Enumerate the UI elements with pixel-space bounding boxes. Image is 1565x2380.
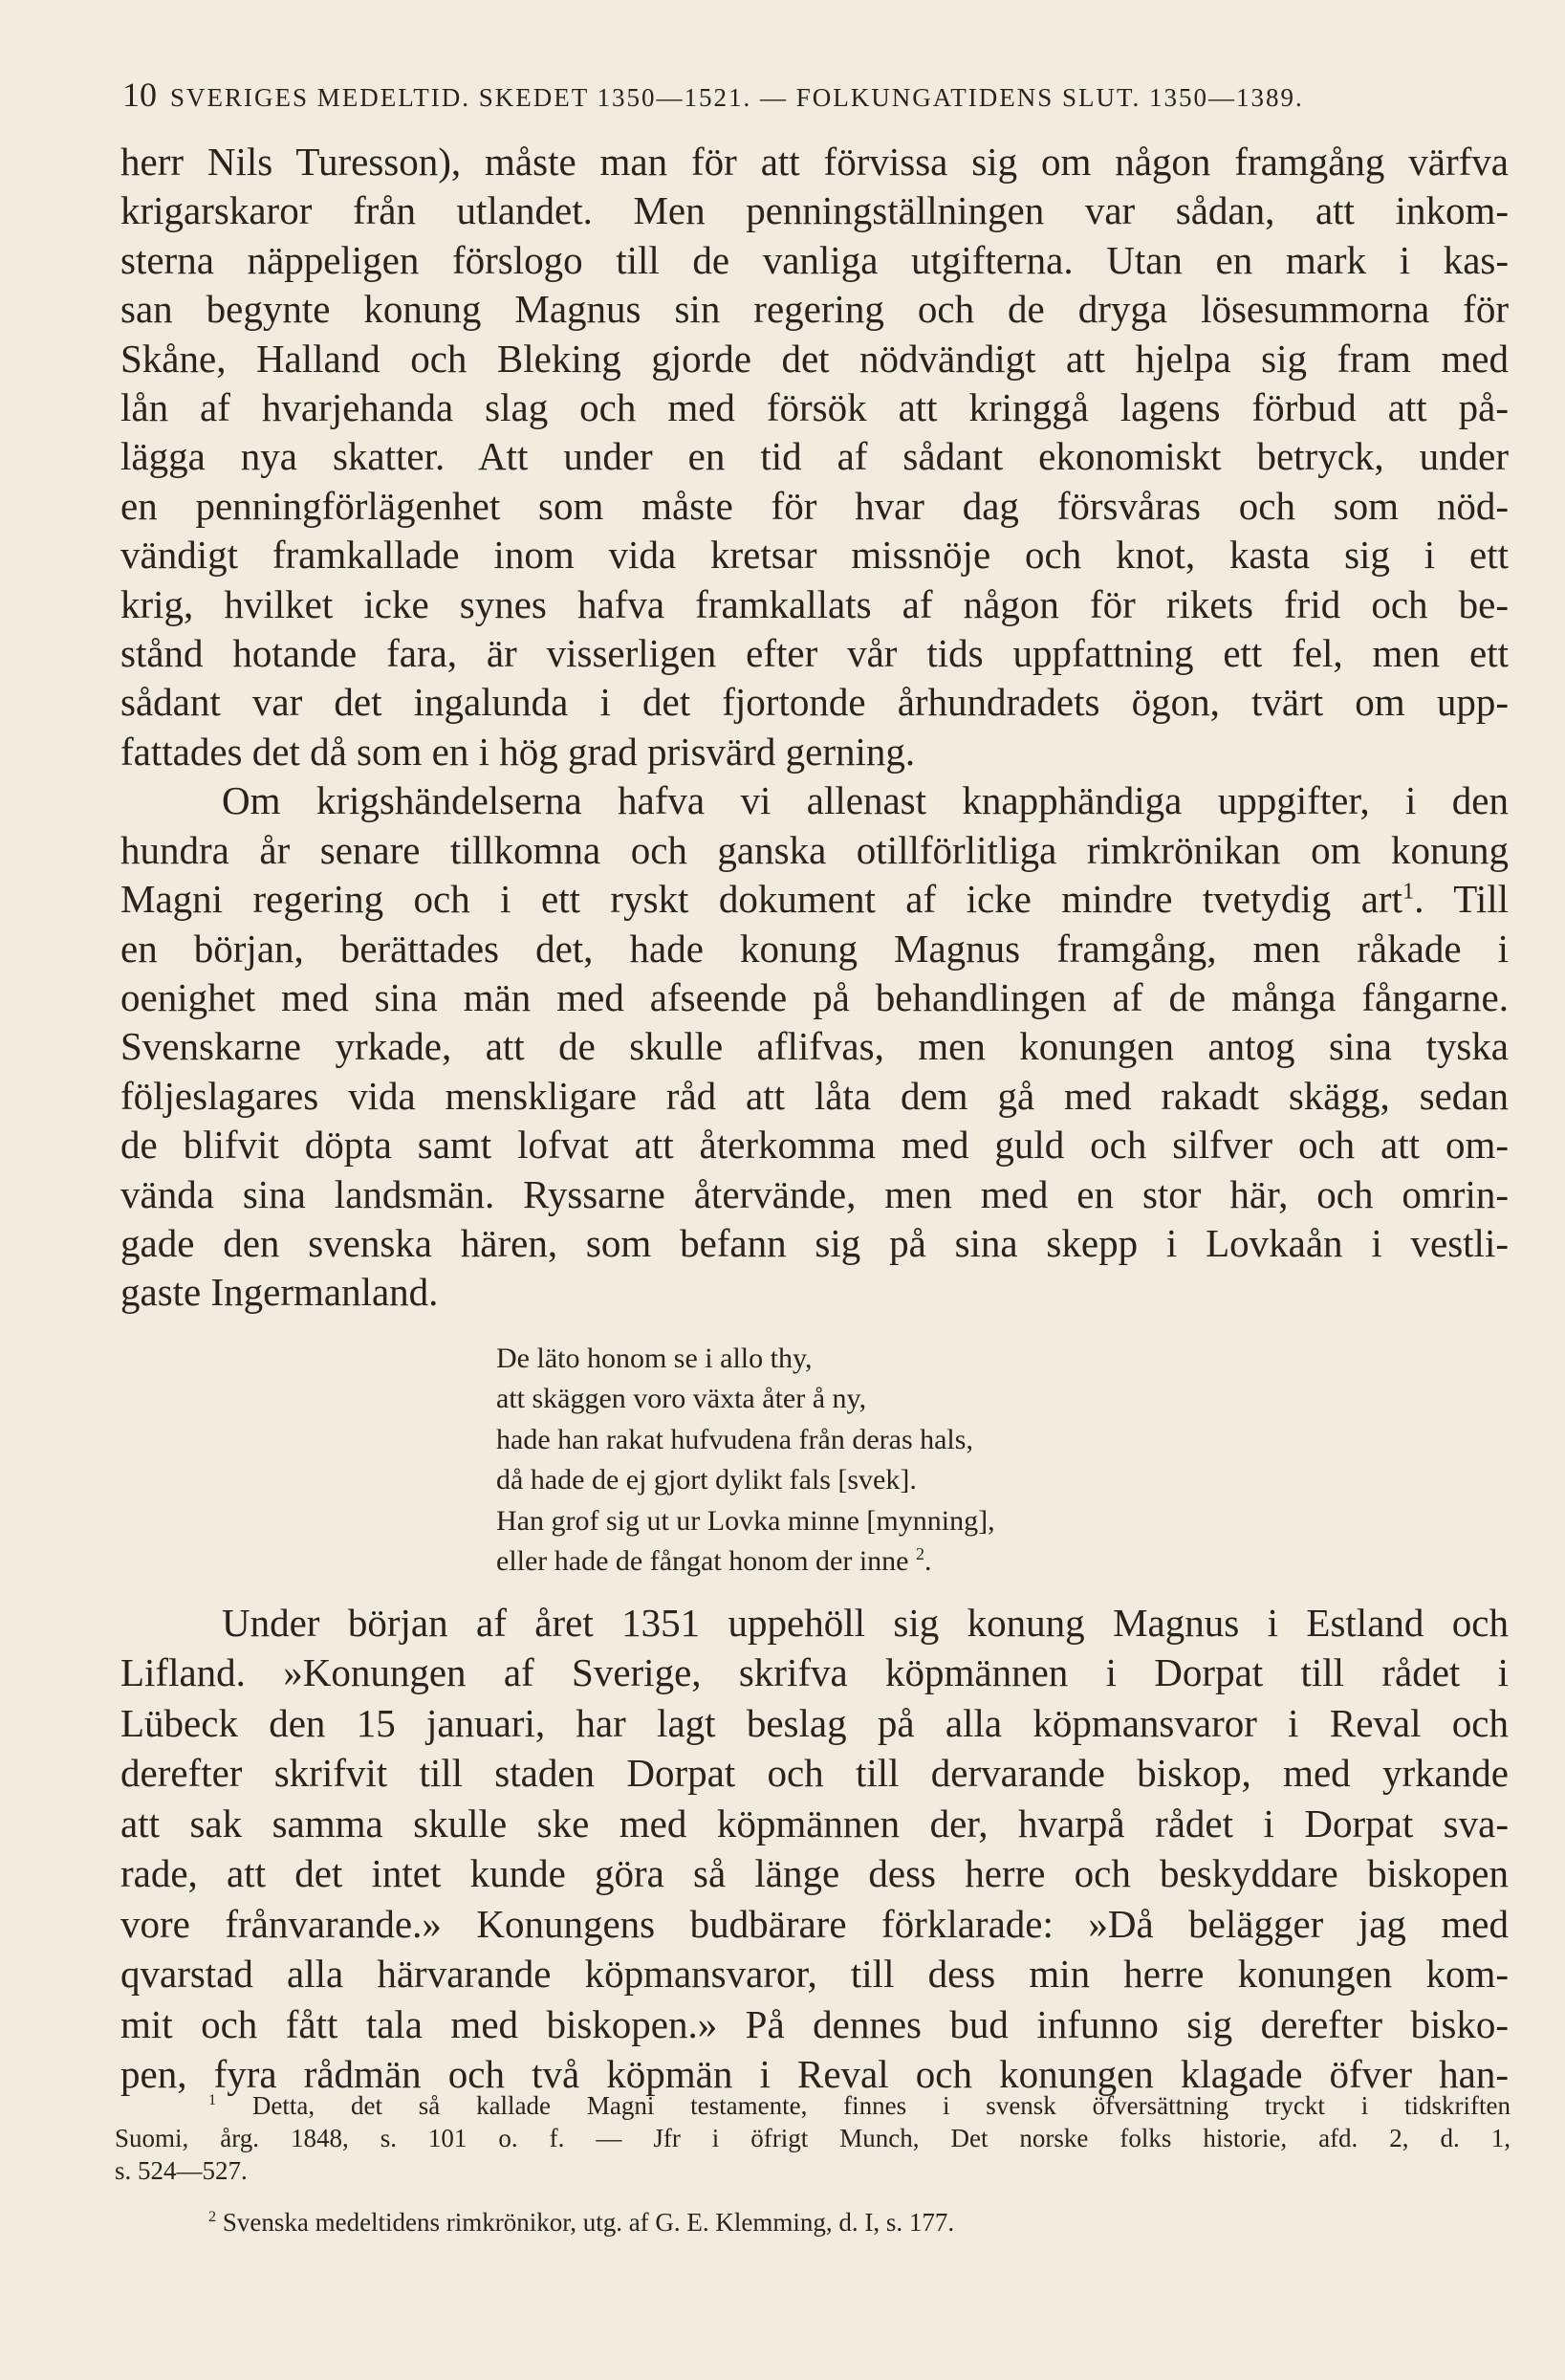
- footnote-1: [115, 2089, 1511, 2187]
- footnote-marker: 2: [208, 2208, 217, 2225]
- text-line: mit och fått tala med biskopen.» På dennes bud infunno sig derefter bisko-: [120, 2001, 1509, 2046]
- poem-line: Han grof sig ut ur Lovka minne [mynning],: [496, 1504, 995, 1537]
- text-line: pen, fyra rådmän och två köpmän i Reval och konungen klagade öfver han-: [120, 2052, 1509, 2097]
- footnote-line: Suomi, årg. 1848, s. 101 o. f. — Jfr i öfrigt Munch, Det norske folks historie, afd. 2, d. 1,: [115, 2124, 1511, 2152]
- text-segment: Magni regering och i ett ryskt dokument af icke mindre tvetydig art: [120, 877, 1402, 922]
- text-line: vore frånvarande.» Konungens budbärare förklarade: »Då belägger jag med: [120, 1901, 1509, 1946]
- text-line: stånd hotande fara, är visserligen efter vår tids uppfattning ett fel, men ett: [120, 631, 1509, 676]
- footnote-2: [115, 2206, 1511, 2238]
- text-line: lägga nya skatter. Att under en tid af sådant ekonomiskt betryck, under: [120, 434, 1509, 479]
- text-line: gade den svenska hären, som befann sig på sina skepp i Lovkaån i vestli-: [120, 1220, 1509, 1265]
- page-number: 10: [122, 76, 157, 114]
- text-line: att sak samma skulle ske med köpmännen der, hvarpå rådet i Dorpat sva-: [120, 1801, 1509, 1845]
- text-line: vända sina landsmän. Ryssarne återvände, men med en stor här, och omrin-: [120, 1171, 1509, 1216]
- text-line: följeslagares vida menskligare råd att låta dem gå med rakadt skägg, sedan: [120, 1073, 1509, 1118]
- poem-quote: [496, 1339, 1280, 1583]
- footnote-marker: 1: [208, 2091, 217, 2108]
- footnote-line: [115, 2089, 1511, 2122]
- paragraph-2: [120, 776, 1509, 1317]
- text-line: herr Nils Turesson), måste man för att förvissa sig om någon framgång värfva: [120, 140, 1509, 184]
- text-line: derefter skrifvit till staden Dorpat och till dervarande biskop, med yrkande: [120, 1751, 1509, 1796]
- text-line: Svenskarne yrkade, att de skulle aflifvas, men konungen antog sina tyska: [120, 1024, 1509, 1069]
- text-line: rade, att det intet kunde göra så länge dess herre och beskyddare biskopen: [120, 1851, 1509, 1896]
- text-segment: . Till: [1414, 877, 1509, 922]
- text-line: gaste Ingermanland.: [120, 1270, 439, 1315]
- text-line: Lifland. »Konungen af Sverige, skrifva köpmännen i Dorpat till rådet i: [120, 1650, 1509, 1695]
- footnotes: [115, 2089, 1511, 2238]
- text-line: en penningförlägenhet som måste för hvar dag försvåras och som nöd-: [120, 483, 1509, 528]
- text-line: hundra år senare tillkomna och ganska otillförlitliga rimkrönikan om konung: [120, 827, 1509, 872]
- text-line: krig, hvilket icke synes hafva framkallats af någon för rikets frid och be-: [120, 581, 1509, 626]
- text-segment: eller hade de fångat honom der inne: [496, 1545, 909, 1578]
- text-segment: Svenska medeltidens rimkrönikor, utg. af G. E. Klemming, d. I, s. 177.: [222, 2208, 955, 2237]
- text-line: qvarstad alla härvarande köpmansvaror, till dess min herre konungen kom-: [120, 1952, 1509, 1997]
- text-line: oenighet med sina män med afseende på behandlingen af de många fångarne.: [120, 974, 1509, 1019]
- text-line: fattades det då som en i hög grad prisvärd gerning.: [120, 729, 916, 774]
- text-line: san begynte konung Magnus sin regering och de dryga lösesummorna för: [120, 287, 1509, 332]
- poem-line-with-footnote-ref: [496, 1541, 1280, 1583]
- running-title: SVERIGES MEDELTID. SKEDET 1350—1521. — FOLKUNGATIDENS SLUT. 1350—1389.: [170, 83, 1304, 112]
- main-text: [120, 138, 1509, 2100]
- text-line: vändigt framkallade inom vida kretsar missnöje och knot, kasta sig i ett: [120, 533, 1509, 578]
- text-line: sådant var det ingalunda i det fjortonde århundradets ögon, tvärt om upp-: [120, 680, 1509, 725]
- footnote-ref-2: 2: [915, 1544, 924, 1564]
- poem-line: att skäggen voro växta åter å ny,: [496, 1383, 867, 1415]
- text-line: en början, berättades det, hade konung Magnus framgång, men råkade i: [120, 926, 1509, 971]
- paragraph-1: [120, 138, 1509, 776]
- poem-line: hade han rakat hufvudena från deras hals,: [496, 1423, 973, 1455]
- poem-line: De läto honom se i allo thy,: [496, 1342, 813, 1374]
- text-line: de blifvit döpta samt lofvat att återkomma med guld och silfver och att om-: [120, 1123, 1509, 1168]
- text-line: lån af hvarjehanda slag och med försök att kringgå lagens förbud att på-: [120, 385, 1509, 430]
- paragraph-3: [120, 1598, 1509, 2100]
- running-header: [122, 75, 1509, 115]
- footnote-ref-1: 1: [1402, 878, 1415, 905]
- text-line: Under början af året 1351 uppehöll sig konung Magnus i Estland och: [222, 1600, 1509, 1645]
- poem-line: då hade de ej gjort dylikt fals [svek].: [496, 1464, 917, 1496]
- text-line-with-footnote-ref: [120, 875, 1509, 924]
- footnote-line: s. 524—527.: [115, 2156, 248, 2185]
- text-segment: Detta, det så kallade Magni testamente, finnes i svensk öfversättning tryckt i tidskriften: [251, 2091, 1511, 2120]
- text-line: krigarskaror från utlandet. Men penningställningen var sådan, att inkom-: [120, 188, 1509, 233]
- text-segment: .: [924, 1545, 932, 1578]
- text-line: Skåne, Halland och Bleking gjorde det nödvändigt att hjelpa sig fram med: [120, 336, 1509, 381]
- text-line: Lübeck den 15 januari, har lagt beslag på alla köpmansvaror i Reval och: [120, 1700, 1509, 1745]
- text-line: Om krigshändelserna hafva vi allenast knapphändiga uppgifter, i den: [222, 778, 1509, 823]
- text-line: sterna näppeligen förslogo till de vanliga utgifterna. Utan en mark i kas-: [120, 237, 1509, 282]
